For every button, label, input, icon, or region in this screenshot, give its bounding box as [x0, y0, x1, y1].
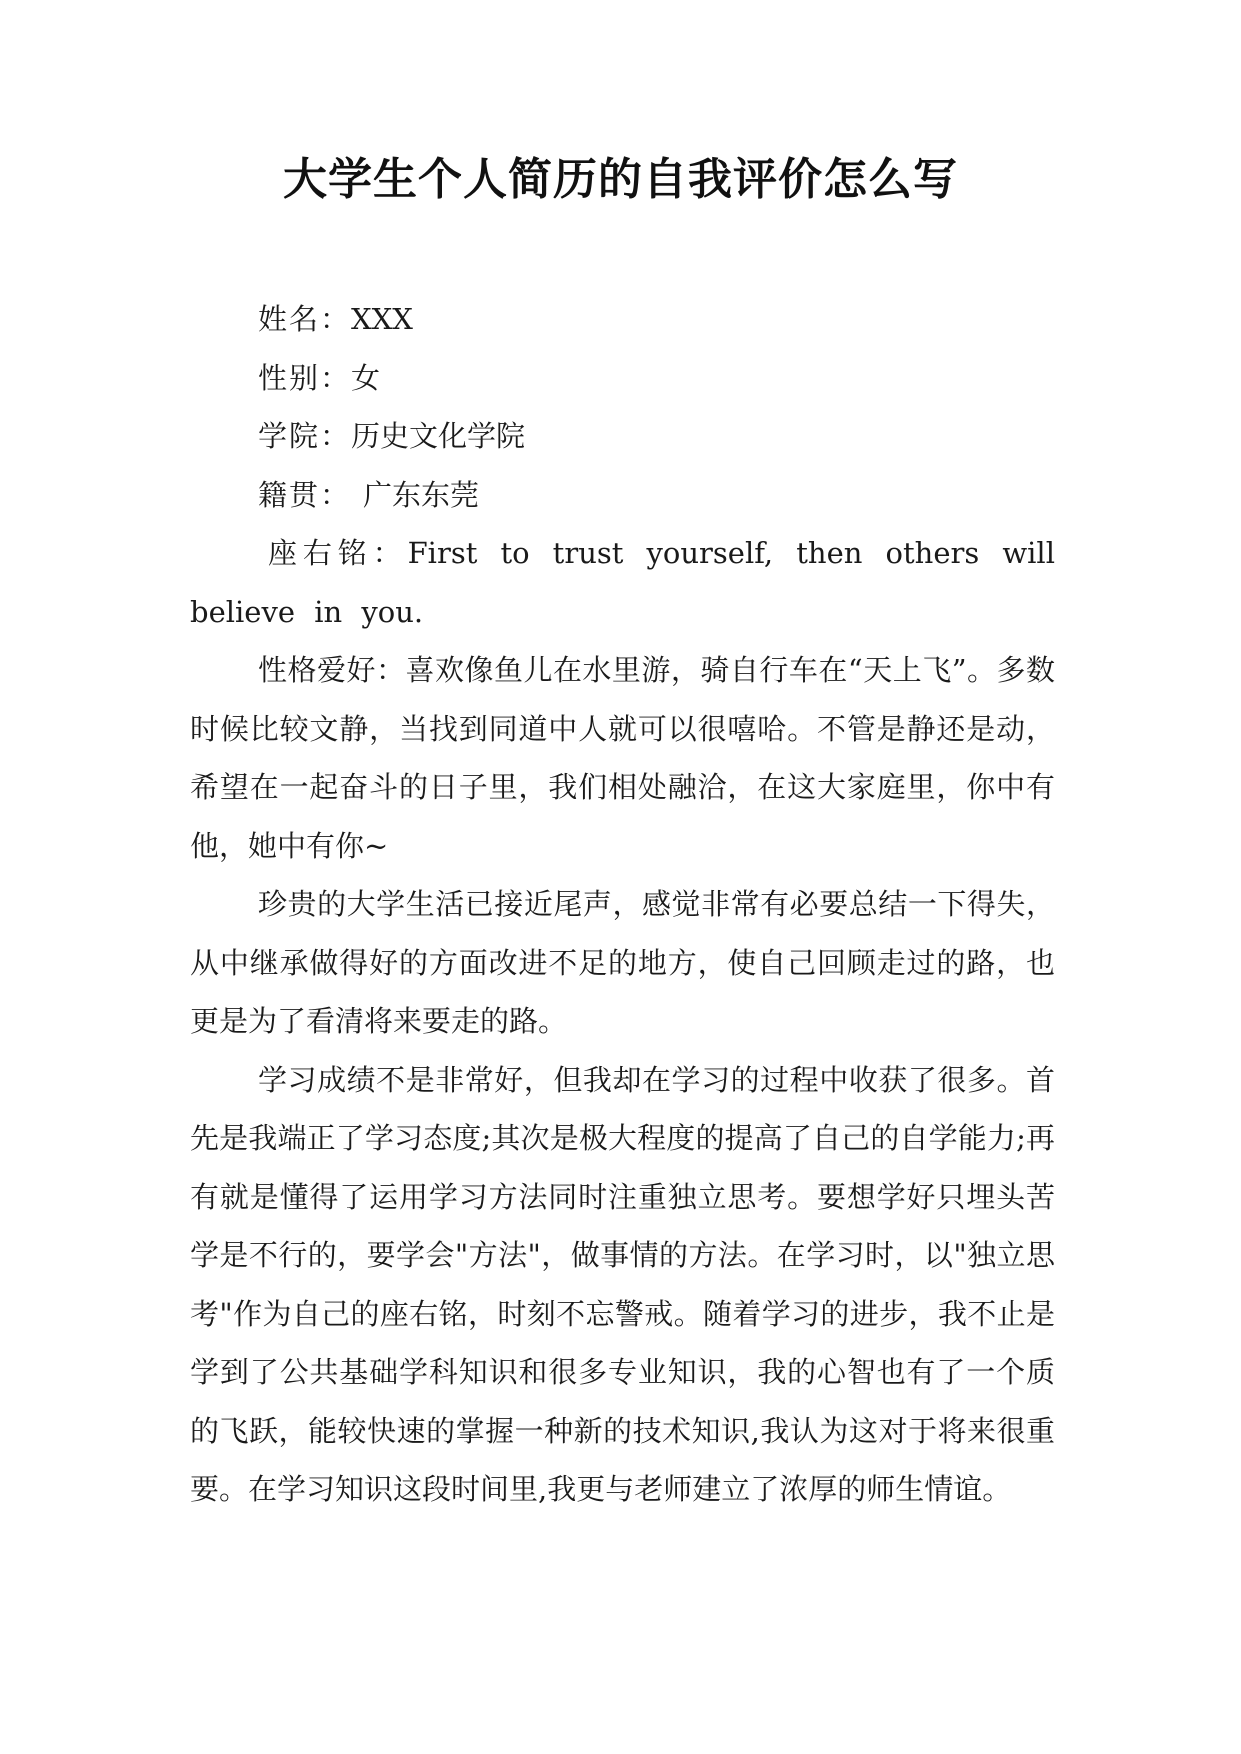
document-title: 大学生个人简历的自我评价怎么写: [283, 154, 958, 205]
motto: [190, 524, 1055, 641]
field-name-label: 姓名：: [258, 302, 352, 336]
paragraph-study: 学习成绩不是非常好，但我却在学习的过程中收获了很多。首先是我端正了学习态度;其次是极大程度的提高了自己的自学能力;再有就是懂得了运用学习方法同时注重独立思考。要想学好只埋头苦学是不行的，要学会"方法"，做事情的方法。在学习时，以"独立思考"作为自己的座右铭，时刻不忘警戒。随着学习的进步，我不止是学到了公共基础学科知识和很多专业知识，我的心智也有了一个质的飞跃，能较快速的掌握一种新的技术知识,我认为这对于将来很重要。在学习知识这段时间里,我更与老师建立了浓厚的师生情谊。: [190, 1062, 1055, 1506]
field-gender-value: 女: [351, 360, 381, 395]
field-college: [190, 407, 1055, 466]
field-gender-label: 性别：: [258, 360, 352, 395]
field-gender: [190, 349, 1055, 408]
motto-label: 座右铭：: [268, 536, 408, 570]
paragraph-summary: 珍贵的大学生活已接近尾声，感觉非常有必要总结一下得失，从中继承做得好的方面改进不足的地方，使自己回顾走过的路，也更是为了看清将来要走的路。: [190, 887, 1055, 1038]
document-body: [190, 290, 1055, 1519]
field-hometown-value: 广东东莞: [363, 477, 480, 512]
motto-value: First to trust yourself, then others will believe in you.: [190, 536, 1055, 629]
field-name-value: XXX: [351, 302, 413, 336]
field-college-value: 历史文化学院: [351, 419, 526, 453]
field-hometown: [190, 466, 1055, 525]
field-college-label: 学院：: [258, 419, 352, 453]
field-hometown-label: 籍贯：: [258, 477, 352, 512]
paragraph-personality: 性格爱好：喜欢像鱼儿在水里游，骑自行车在“天上飞”。多数时候比较文静，当找到同道中人就可以很嘻哈。不管是静还是动，希望在一起奋斗的日子里，我们相处融洽，在这大家庭里，你中有他，她中有你~: [190, 653, 1055, 863]
field-name: [190, 290, 1055, 349]
